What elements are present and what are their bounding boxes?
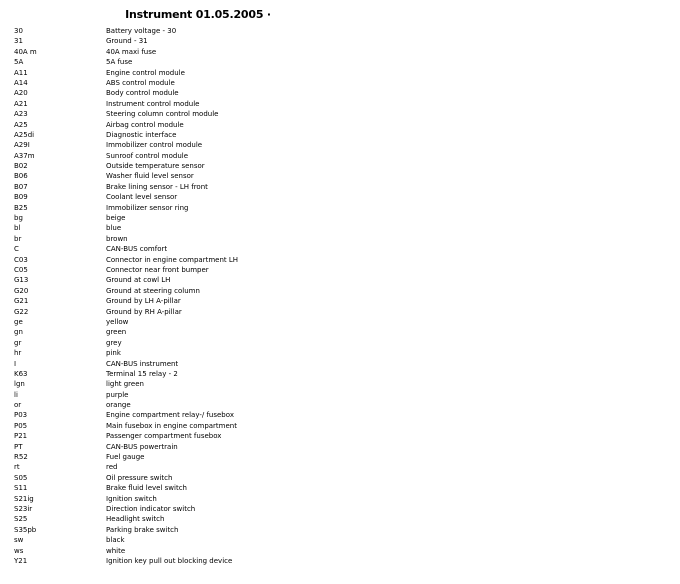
- legend-description: Oil pressure switch: [106, 473, 173, 482]
- legend-row: [0, 88, 680, 98]
- legend-code: B02: [14, 162, 28, 171]
- legend-row: [0, 36, 680, 46]
- legend-description: black: [106, 536, 125, 545]
- legend-row: [0, 338, 680, 348]
- legend-description: Headlight switch: [106, 515, 165, 524]
- page-title: Instrument 01.05.2005 ·: [125, 8, 271, 21]
- legend-description: Diagnostic interface: [106, 130, 177, 139]
- legend-row: [0, 421, 680, 431]
- legend-description: 5A fuse: [106, 58, 133, 67]
- legend-row: [0, 494, 680, 504]
- legend-row: [0, 379, 680, 389]
- legend-row: [0, 400, 680, 410]
- legend-code: P21: [14, 432, 28, 441]
- legend-code: A23: [14, 110, 28, 119]
- legend-code: S11: [14, 484, 28, 493]
- legend-description: Passenger compartment fusebox: [106, 432, 222, 441]
- legend-row: [0, 192, 680, 202]
- legend-description: Ground at steering column: [106, 286, 200, 295]
- legend-code: 30: [14, 27, 23, 35]
- legend-row: [0, 442, 680, 452]
- legend-description: Parking brake switch: [106, 525, 179, 534]
- legend-code: S21ig: [14, 494, 34, 503]
- legend-description: Instrument control module: [106, 99, 200, 108]
- legend-row: [0, 504, 680, 514]
- legend-code: A25: [14, 120, 28, 129]
- legend-row: [0, 369, 680, 379]
- legend-row: [0, 68, 680, 78]
- legend-description: Ground by LH A-pillar: [106, 297, 181, 306]
- legend-description: Battery voltage - 30: [106, 27, 177, 35]
- legend-description: Steering column control module: [106, 110, 219, 119]
- legend-description: blue: [106, 224, 122, 233]
- legend-row: [0, 431, 680, 441]
- legend-row: [0, 359, 680, 369]
- legend-code: C: [14, 245, 19, 254]
- legend-code: S05: [14, 473, 28, 482]
- legend-description: Engine compartment relay-/ fusebox: [106, 411, 234, 420]
- legend-description: ABS control module: [106, 78, 175, 87]
- legend-description: white: [106, 546, 126, 555]
- legend-description: Brake lining sensor - LH front: [106, 182, 208, 191]
- legend-description: Engine control module: [106, 68, 185, 77]
- legend-code: S25: [14, 515, 28, 524]
- legend-code: A25di: [14, 130, 35, 139]
- legend-code: sw: [14, 536, 24, 545]
- legend-code: G20: [14, 286, 29, 295]
- legend-code: 31: [14, 37, 23, 46]
- legend-row: [0, 47, 680, 57]
- legend-code: P03: [14, 411, 28, 420]
- legend-row: [0, 78, 680, 88]
- legend-code: A37m: [14, 151, 35, 160]
- legend-row: [0, 120, 680, 130]
- legend-code: B06: [14, 172, 28, 181]
- legend-row: [0, 140, 680, 150]
- legend-code: K63: [14, 369, 28, 378]
- legend-row: [0, 109, 680, 119]
- legend-row: [0, 57, 680, 67]
- legend-code: A21: [14, 99, 28, 108]
- legend-description: Ignition key pull out blocking device: [106, 556, 233, 565]
- legend-description: Washer fluid level sensor: [106, 172, 194, 181]
- legend-description: purple: [106, 390, 129, 399]
- legend-code: ge: [14, 317, 23, 326]
- legend-row: [0, 296, 680, 306]
- legend-code: I: [14, 359, 17, 368]
- legend-code: gn: [14, 328, 23, 337]
- legend-code: 40A m: [14, 47, 37, 56]
- legend-description: Ground - 31: [106, 37, 148, 46]
- legend-code: B09: [14, 193, 28, 202]
- legend-description: orange: [106, 401, 131, 410]
- legend-code: G21: [14, 297, 29, 306]
- legend-row: [0, 275, 680, 285]
- legend-code: li: [14, 390, 18, 399]
- legend-description: Terminal 15 relay - 2: [106, 369, 178, 378]
- legend-description: grey: [106, 338, 122, 347]
- legend-description: Brake fluid level switch: [106, 484, 187, 493]
- legend-row: [0, 514, 680, 524]
- legend-row: [0, 473, 680, 483]
- legend-code: C05: [14, 265, 28, 274]
- legend-description: Direction indicator switch: [106, 504, 196, 513]
- legend-row: [0, 286, 680, 296]
- legend-code: rt: [14, 463, 20, 472]
- legend-row: [0, 161, 680, 171]
- legend-description: Ground by RH A-pillar: [106, 307, 182, 316]
- legend-row: [0, 213, 680, 223]
- legend-code: P05: [14, 421, 28, 430]
- legend-description: Sunroof control module: [106, 151, 189, 160]
- legend-description: Body control module: [106, 89, 179, 98]
- legend-row: [0, 244, 680, 254]
- legend-code: G13: [14, 276, 29, 285]
- legend-description: Fuel gauge: [106, 453, 145, 462]
- legend-description: Ground at cowl LH: [106, 276, 171, 285]
- legend-row: [0, 546, 680, 556]
- legend-row: [0, 462, 680, 472]
- legend-description: 40A maxi fuse: [106, 47, 157, 56]
- legend-row: [0, 525, 680, 535]
- legend-row: [0, 99, 680, 109]
- legend-row: [0, 265, 680, 275]
- legend-description: Airbag control module: [106, 120, 184, 129]
- legend-description: beige: [106, 214, 126, 223]
- legend-row: [0, 317, 680, 327]
- legend-code: bg: [14, 214, 23, 223]
- legend-code: A14: [14, 78, 28, 87]
- legend-description: pink: [106, 349, 121, 358]
- legend-code: S35pb: [14, 525, 37, 534]
- legend-row: [0, 535, 680, 545]
- legend-description: CAN-BUS comfort: [106, 245, 168, 254]
- legend-row: [0, 556, 680, 566]
- legend-description: Ignition switch: [106, 494, 157, 503]
- legend-description: Connector in engine compartment LH: [106, 255, 239, 264]
- legend-row: [0, 171, 680, 181]
- legend-description: green: [106, 328, 127, 337]
- legend-row: [0, 151, 680, 161]
- legend-description: Outside temperature sensor: [106, 162, 205, 171]
- legend-description: light green: [106, 380, 144, 389]
- legend-code: lgn: [14, 380, 25, 389]
- legend-description: Coolant level sensor: [106, 193, 178, 202]
- legend-row: [0, 223, 680, 233]
- legend-row: [0, 234, 680, 244]
- legend-code: br: [14, 234, 22, 243]
- legend-code: hr: [14, 349, 22, 358]
- legend-row: [0, 452, 680, 462]
- legend-table: [0, 26, 680, 566]
- legend-code: B07: [14, 182, 28, 191]
- legend-code: 5A: [14, 58, 24, 67]
- legend-code: A20: [14, 89, 28, 98]
- legend-row: [0, 390, 680, 400]
- legend-description: brown: [106, 234, 128, 243]
- legend-description: CAN-BUS instrument: [106, 359, 179, 368]
- legend-row: [0, 483, 680, 493]
- legend-row: [0, 410, 680, 420]
- legend-code: ws: [14, 546, 24, 555]
- legend-code: B25: [14, 203, 28, 212]
- legend-row: [0, 307, 680, 317]
- legend-code: Y21: [14, 556, 28, 565]
- legend-code: R52: [14, 453, 28, 462]
- legend-row: [0, 255, 680, 265]
- legend-code: gr: [14, 338, 22, 347]
- legend-description: yellow: [106, 317, 129, 326]
- legend-description: Immobilizer control module: [106, 141, 203, 150]
- legend-row: [0, 130, 680, 140]
- legend-description: Immobilizer sensor ring: [106, 203, 189, 212]
- legend-code: A11: [14, 68, 28, 77]
- legend-row: [0, 327, 680, 337]
- legend-row: [0, 348, 680, 358]
- legend-description: Connector near front bumper: [106, 265, 209, 274]
- legend-row: [0, 203, 680, 213]
- legend-code: A29I: [14, 141, 30, 150]
- legend-code: S23ir: [14, 504, 33, 513]
- legend-description: CAN-BUS powertrain: [106, 442, 178, 451]
- legend-code: PT: [14, 442, 23, 451]
- legend-description: Main fusebox in engine compartment: [106, 421, 237, 430]
- legend-code: G22: [14, 307, 29, 316]
- legend-code: or: [14, 401, 22, 410]
- legend-description: red: [106, 463, 118, 472]
- legend-code: C03: [14, 255, 28, 264]
- legend-row: [0, 182, 680, 192]
- legend-code: bl: [14, 224, 21, 233]
- legend-row: [0, 26, 680, 36]
